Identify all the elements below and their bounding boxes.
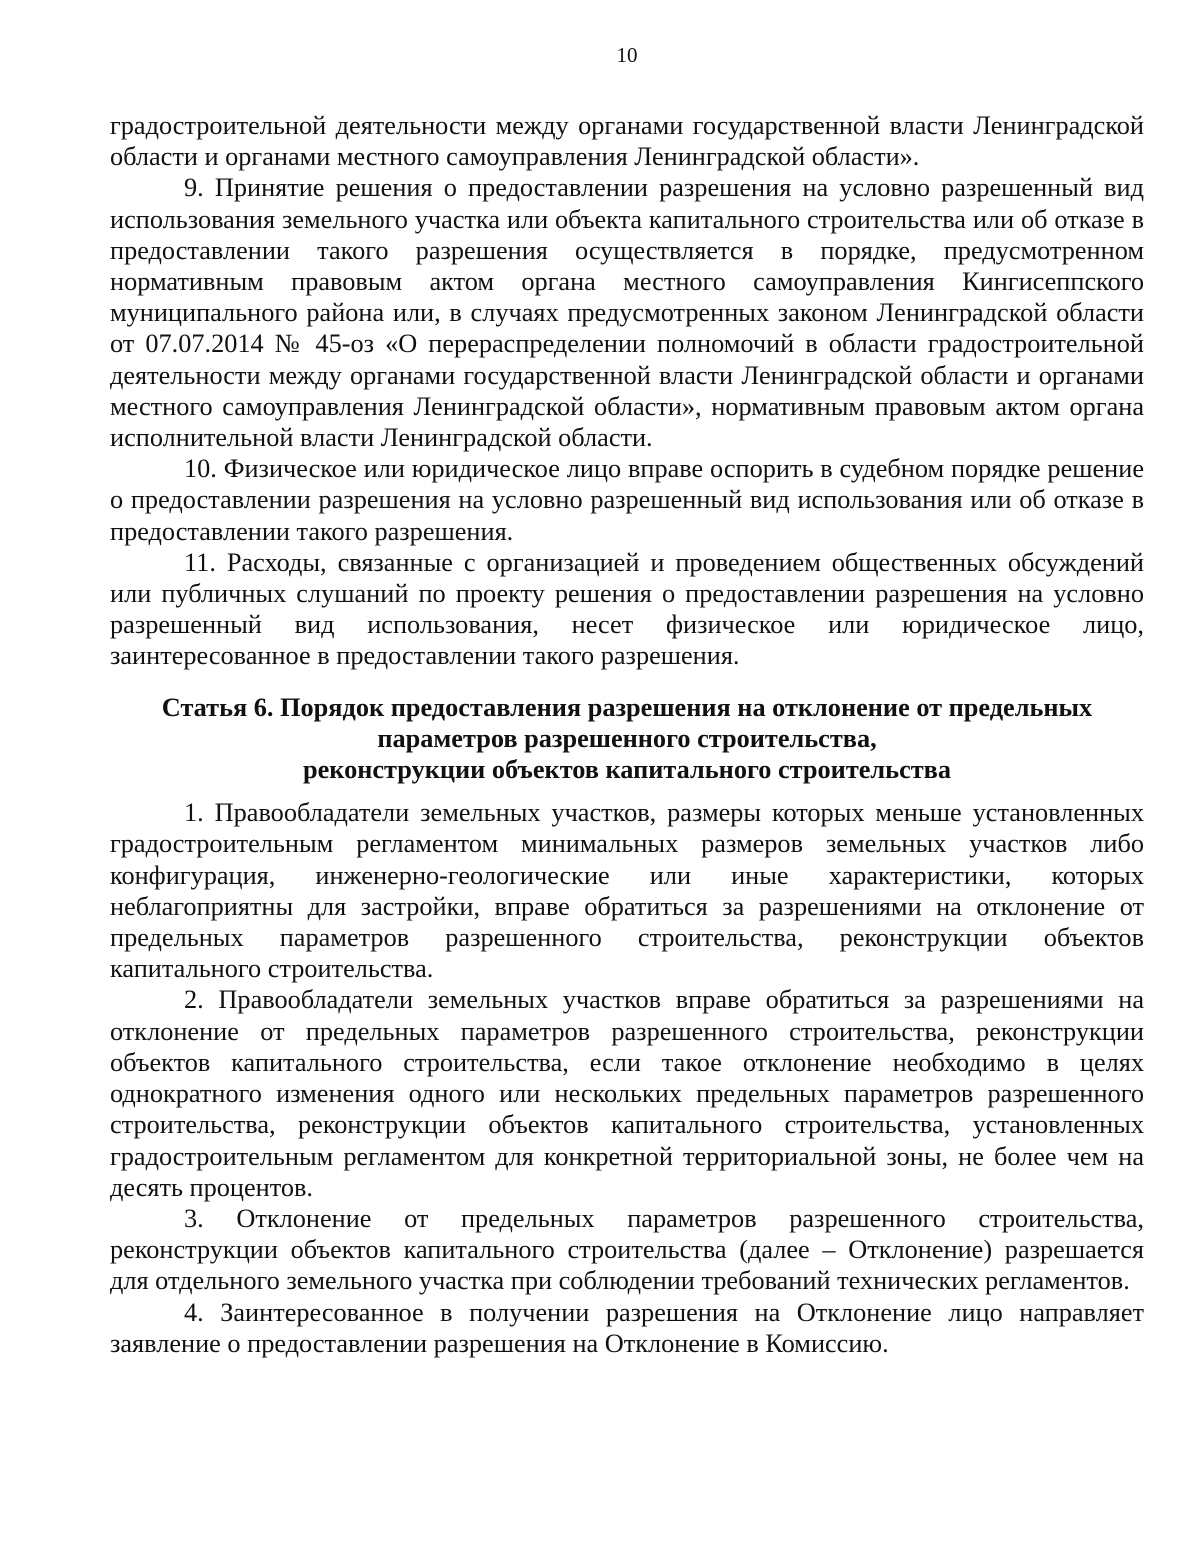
article-6-item-1: 1. Правообладатели земельных участков, размеры которых меньше установленных градостроительным регламентом минимальных размеров земельных участков либо конфигурация, инженерно-геологические или иные характеристики, которых неблагоприятны для застройки, вправе обратиться за разрешениями на отклонение от предельных параметров разрешенного строительства, реконструкции объектов капитального строительства. [110, 798, 1144, 984]
page-number: 10 [616, 43, 638, 67]
paragraph-continuation: градостроительной деятельности между органами государственной власти Ленинградской области и органами местного самоуправления Ленинградской области». [110, 111, 1144, 172]
article-6-item-3: 3. Отклонение от предельных параметров разрешенного строительства, реконструкции объектов капитального строительства (далее – Отклонение) разрешается для отдельного земельного участка при соблюдении требований технических регламентов. [110, 1203, 1144, 1296]
article-6-item-2: 2. Правообладатели земельных участков вправе обратиться за разрешениями на отклонение от предельных параметров разрешенного строительства, реконструкции объектов капитального строительства, если такое отклонение необходимо в целях однократного изменения одного или нескольких предельных параметров разрешенного строительства, реконструкции объектов капитального строительства, установленных градостроительным регламентом для конкретной территориальной зоны, не более чем на десять процентов. [110, 985, 1144, 1202]
article-6-heading [110, 692, 1144, 786]
heading-line-3: реконструкции объектов капитального строительства [302, 755, 952, 785]
paragraph-item-10: 10. Физическое или юридическое лицо вправе оспорить в судебном порядке решение о предоставлении разрешения на условно разрешенный вид использования или об отказе в предоставлении такого разрешения. [110, 454, 1144, 546]
document-page [110, 40, 1144, 1359]
paragraph-item-11: 11. Расходы, связанные с организацией и проведением общественных обсуждений или публичных слушаний по проекту решения о предоставлении разрешения на условно разрешенный вид использования, несет физическое или юридическое лицо, заинтересованное в предоставлении такого разрешения. [110, 547, 1144, 671]
article-6-item-4: 4. Заинтересованное в получении разрешения на Отклонение лицо направляет заявление о предоставлении разрешения на Отклонение в Комиссию. [110, 1297, 1144, 1358]
paragraph-item-9: 9. Принятие решения о предоставлении разрешения на условно разрешенный вид использования земельного участка или объекта капитального строительства или об отказе в предоставлении такого разрешения осуществляется в порядке, предусмотренном нормативным правовым актом органа местного самоуправления Кингисеппского муниципального района или, в случаях предусмотренных законом Ленинградской области от 07.07.2014 № 45-оз «О перераспределении полномочий в области градостроительной деятельности между органами государственной власти Ленинградской области и органами местного самоуправления Ленинградской области», нормативным правовым актом органа исполнительной власти Ленинградской области. [110, 173, 1144, 453]
heading-line-1: Статья 6. Порядок предоставления разрешения на отклонение от предельных [161, 692, 1093, 722]
heading-line-2: параметров разрешенного строительства, [377, 723, 877, 753]
